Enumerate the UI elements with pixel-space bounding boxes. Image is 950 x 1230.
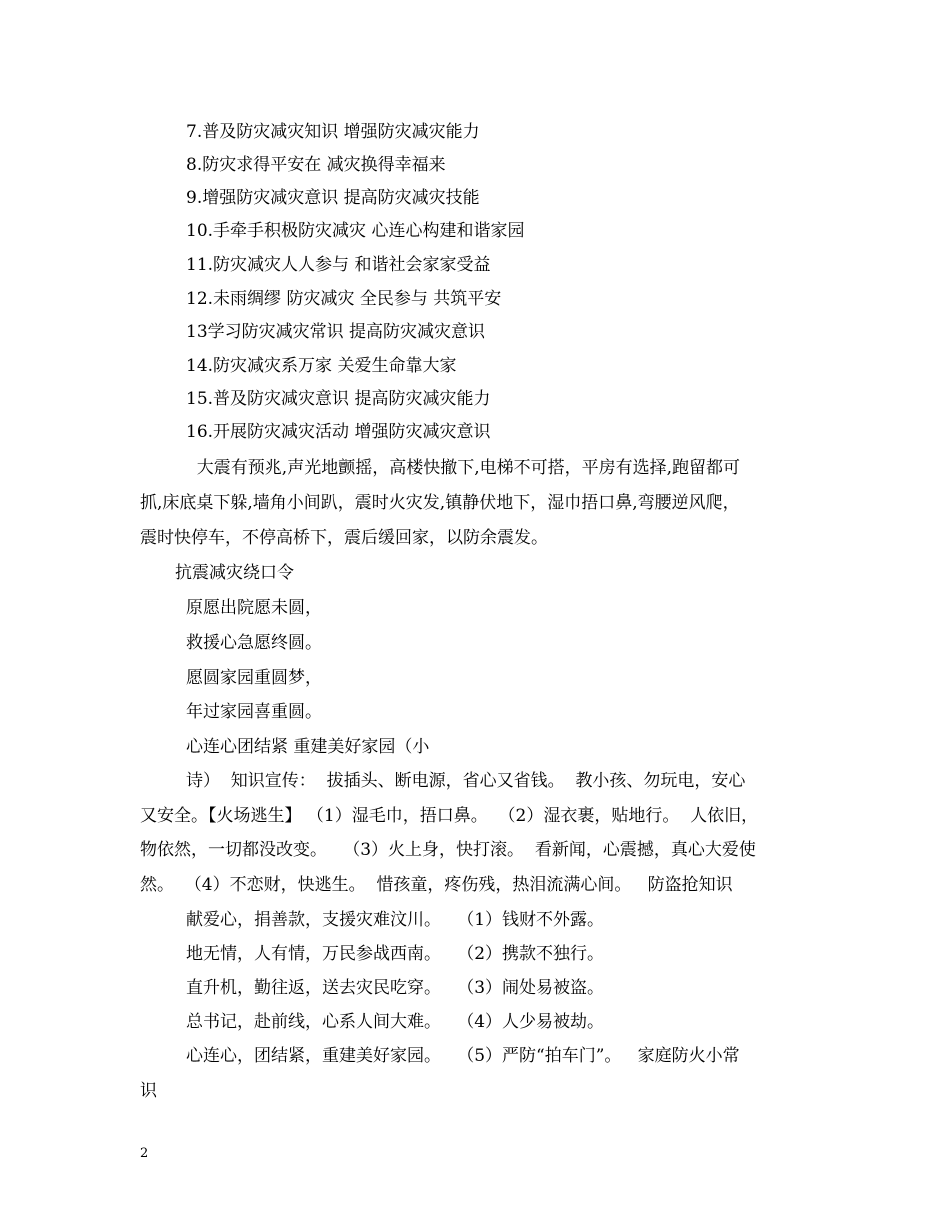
slogan-line: 7.普及防灾减灾知识 增强防灾减灾能力 [186,122,480,142]
rhyme-line: 愿圆家园重圆梦， [186,668,322,688]
slogan-line: 12.未雨绸缪 防灾减灾 全民参与 共筑平安 [186,289,502,309]
slogan-line: 13学习防灾减灾常识 提高防灾减灾意识 [186,322,486,342]
rhyme-line: 救援心急愿终圆。 [186,633,322,653]
mixed-paragraph-line: 诗） 知识宣传： 拔插头、断电源，省心又省钱。 教小孩、勿玩电，安心 [186,771,746,791]
tail-line: 地无情，人有情，万民参战西南。 （2）携款不独行。 [186,944,605,964]
earthquake-paragraph-line: 震时快停车，不停高桥下，震后缓回家，以防余震发。 [140,528,548,548]
earthquake-paragraph-line: 大震有预兆,声光地颤摇，高楼快撤下,电梯不可搭，平房有选择,跑留都可 [186,458,741,478]
rhyme-line: 年过家园喜重圆。 [186,702,322,722]
mixed-paragraph-line: 然。 （4）不恋财，快逃生。 惜孩童，疼伤残，热泪流满心间。 防盗抢知识 [140,875,733,895]
slogan-line: 14.防灾减灾系万家 关爱生命靠大家 [186,356,457,376]
slogan-line: 16.开展防灾减灾活动 增强防灾减灾意识 [186,422,491,442]
slogan-line: 9.增强防灾减灾意识 提高防灾减灾技能 [186,188,480,208]
tail-fragment: 识 [140,1081,157,1101]
tail-line: 献爱心，捐善款，支援灾难汶川。 （1）钱财不外露。 [186,910,605,930]
rhyme-line: 原愿出院愿未圆， [186,598,322,618]
mixed-paragraph-line: 又安全。【火场逃生】 （1）湿毛巾，捂口鼻。 （2）湿衣裹，贴地行。 人依旧， [140,806,759,826]
rhyme-title: 抗震减灾绕口令 [175,563,294,583]
mixed-paragraph-line: 物依然，一切都没改变。 （3）火上身，快打滚。 看新闻，心震撼，真心大爱使 [140,840,756,860]
tail-line: 总书记，赴前线，心系人间大难。 （4）人少易被劫。 [186,1012,605,1032]
slogan-line: 11.防灾减灾人人参与 和谐社会家家受益 [186,255,491,275]
rhyme-line: 心连心团结紧 重建美好家园（小 [186,737,430,757]
tail-line: 心连心，团结紧，重建美好家园。 （5）严防“拍车门”。 家庭防火小常 [186,1046,740,1066]
tail-line: 直升机，勤往返，送去灾民吃穿。 （3）闹处易被盗。 [186,978,605,998]
slogan-line: 8.防灾求得平安在 减灾换得幸福来 [186,155,446,175]
earthquake-paragraph-line: 抓,床底桌下躲,墙角小间趴，震时火灾发,镇静伏地下，湿巾捂口鼻,弯腰逆风爬， [140,493,740,513]
slogan-line: 10.手牵手积极防灾减灾 心连心构建和谐家园 [186,221,525,241]
page-number: 2 [140,1146,149,1161]
slogan-line: 15.普及防灾减灾意识 提高防灾减灾能力 [186,389,491,409]
